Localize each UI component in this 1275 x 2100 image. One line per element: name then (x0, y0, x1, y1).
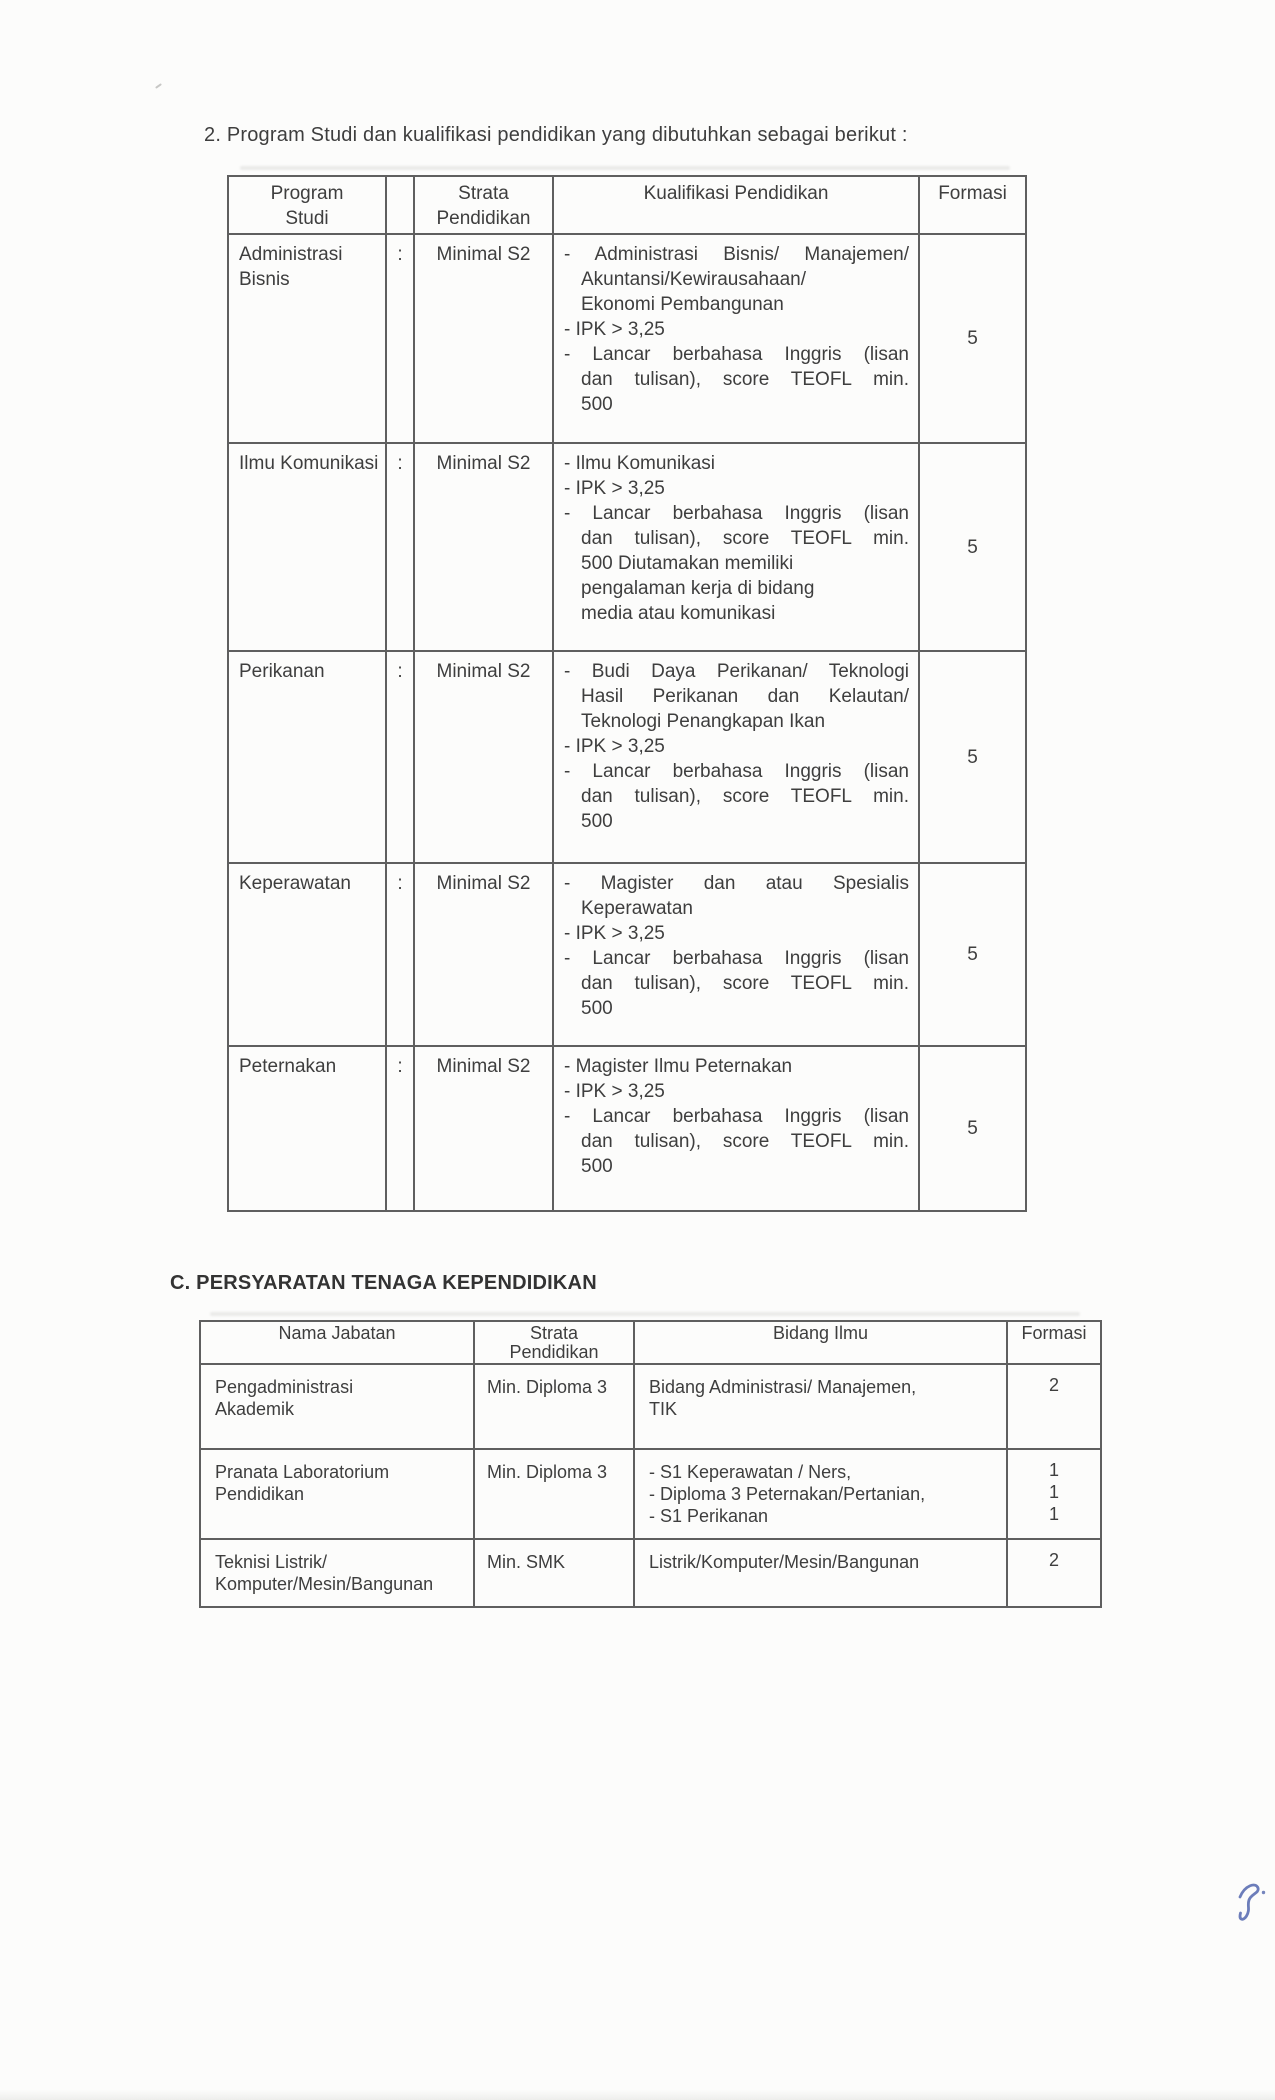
col-header-separator (386, 176, 414, 234)
program-studi-cell: Keperawatan (228, 863, 386, 1046)
kualifikasi-line: 500 Diutamakan memiliki (581, 553, 794, 574)
nama-jabatan-cell: Teknisi Listrik/ Komputer/Mesin/Bangunan (200, 1539, 474, 1607)
colon-separator-cell: : (386, 1046, 414, 1211)
kualifikasi-pendidikan-cell (553, 443, 919, 651)
kualifikasi-line: Ekonomi Pembangunan (581, 294, 784, 315)
kualifikasi-line: dan tulisan), score TEOFL min. (581, 1131, 909, 1152)
kualifikasi-line: - Lancar berbahasa Inggris (lisan (564, 761, 909, 782)
bidang-ilmu-line: Bidang Administrasi/ Manajemen, (649, 1377, 917, 1397)
bidang-ilmu-line: Listrik/Komputer/Mesin/Bangunan (649, 1552, 920, 1572)
formasi-cell: 5 (919, 651, 1026, 863)
tenaga-kependidikan-table (199, 1320, 1102, 1608)
colon-separator-cell: : (386, 234, 414, 443)
kualifikasi-line: - IPK > 3,25 (564, 736, 665, 757)
bidang-ilmu-line: TIK (649, 1399, 678, 1419)
kualifikasi-line: - IPK > 3,25 (564, 319, 665, 340)
strata-pendidikan-cell: Minimal S2 (414, 651, 553, 863)
formasi-cell: 5 (919, 863, 1026, 1046)
strata-pendidikan-cell: Min. SMK (474, 1539, 634, 1607)
kualifikasi-line: pengalaman kerja di bidang (581, 578, 815, 599)
kualifikasi-line: - Lancar berbahasa Inggris (lisan (564, 948, 909, 969)
formasi-value: 1 (1048, 1482, 1059, 1502)
kualifikasi-line: 500 (581, 811, 613, 832)
strata-pendidikan-cell: Minimal S2 (414, 443, 553, 651)
strata-pendidikan-cell: Min. Diploma 3 (474, 1449, 634, 1539)
kualifikasi-line: - IPK > 3,25 (564, 478, 665, 499)
table-row (228, 234, 1026, 443)
intro-line: 2. Program Studi dan kualifikasi pendidikan yang dibutuhkan sebagai berikut : (204, 124, 908, 146)
kualifikasi-line: dan tulisan), score TEOFL min. (581, 786, 909, 807)
bidang-ilmu-line: - S1 Keperawatan / Ners, (649, 1462, 852, 1482)
col-header-program-studi: Program Studi (228, 176, 386, 234)
formasi-value: 2 (1048, 1375, 1059, 1395)
colon-separator-cell: : (386, 863, 414, 1046)
kualifikasi-line: Hasil Perikanan dan Kelautan/ (581, 686, 909, 707)
table-row (228, 443, 1026, 651)
col-header-strata-pendidikan: Strata Pendidikan (414, 176, 553, 234)
nama-jabatan-cell: Pengadministrasi Akademik (200, 1364, 474, 1449)
col-header-bidang-ilmu: Bidang Ilmu (634, 1321, 1007, 1364)
colon-separator-cell: : (386, 651, 414, 863)
program-table-header-row (228, 176, 1026, 234)
scan-artifact (155, 83, 162, 89)
program-studi-cell: Perikanan (228, 651, 386, 863)
table-row (200, 1539, 1101, 1607)
table-row (228, 651, 1026, 863)
program-studi-table (227, 175, 1027, 1212)
scan-smudge (240, 166, 1010, 170)
staff-table-header-row (200, 1321, 1101, 1364)
formasi-cell (1007, 1539, 1101, 1607)
strata-pendidikan-cell: Minimal S2 (414, 234, 553, 443)
kualifikasi-line: - Magister dan atau Spesialis (564, 873, 909, 894)
kualifikasi-line: - Lancar berbahasa Inggris (lisan (564, 1106, 909, 1127)
col-header-strata-pendidikan: Strata Pendidikan (474, 1321, 634, 1364)
kualifikasi-line: - Ilmu Komunikasi (564, 453, 715, 474)
blue-paraf-initial-mark (1233, 1880, 1269, 1926)
col-header-formasi: Formasi (919, 176, 1026, 234)
kualifikasi-line: - Magister Ilmu Peternakan (564, 1056, 793, 1077)
kualifikasi-pendidikan-cell (553, 651, 919, 863)
formasi-cell: 5 (919, 234, 1026, 443)
nama-jabatan-cell: Pranata Laboratorium Pendidikan (200, 1449, 474, 1539)
kualifikasi-line: - Lancar berbahasa Inggris (lisan (564, 503, 909, 524)
col-header-kualifikasi-pendidikan: Kualifikasi Pendidikan (553, 176, 919, 234)
kualifikasi-line: Keperawatan (581, 898, 693, 919)
kualifikasi-line: - Lancar berbahasa Inggris (lisan (564, 344, 909, 365)
bidang-ilmu-cell (634, 1539, 1007, 1607)
kualifikasi-line: media atau komunikasi (581, 603, 776, 624)
formasi-cell (1007, 1364, 1101, 1449)
strata-pendidikan-cell: Minimal S2 (414, 1046, 553, 1211)
strata-pendidikan-cell: Minimal S2 (414, 863, 553, 1046)
program-studi-cell: Administrasi Bisnis (228, 234, 386, 443)
formasi-cell: 5 (919, 1046, 1026, 1211)
table-row (200, 1364, 1101, 1449)
formasi-value: 2 (1048, 1550, 1059, 1570)
scan-bottom-edge (0, 2090, 1275, 2100)
colon-separator-cell: : (386, 443, 414, 651)
formasi-cell: 5 (919, 443, 1026, 651)
formasi-cell (1007, 1449, 1101, 1539)
kualifikasi-line: dan tulisan), score TEOFL min. (581, 973, 909, 994)
col-header-nama-jabatan: Nama Jabatan (200, 1321, 474, 1364)
table-row (228, 863, 1026, 1046)
kualifikasi-pendidikan-cell (553, 863, 919, 1046)
kualifikasi-line: 500 (581, 394, 613, 415)
kualifikasi-line: - Budi Daya Perikanan/ Teknologi (564, 661, 909, 682)
program-studi-cell: Ilmu Komunikasi (228, 443, 386, 651)
kualifikasi-line: Teknologi Penangkapan Ikan (581, 711, 826, 732)
kualifikasi-line: - IPK > 3,25 (564, 1081, 665, 1102)
kualifikasi-line: dan tulisan), score TEOFL min. (581, 528, 909, 549)
kualifikasi-line: - IPK > 3,25 (564, 923, 665, 944)
program-studi-cell: Peternakan (228, 1046, 386, 1211)
bidang-ilmu-line: - Diploma 3 Peternakan/Pertanian, (649, 1484, 926, 1504)
strata-pendidikan-cell: Min. Diploma 3 (474, 1364, 634, 1449)
kualifikasi-pendidikan-cell (553, 234, 919, 443)
kualifikasi-line: 500 (581, 1156, 613, 1177)
kualifikasi-line: - Administrasi Bisnis/ Manajemen/ (564, 244, 909, 265)
table-row (228, 1046, 1026, 1211)
kualifikasi-line: dan tulisan), score TEOFL min. (581, 369, 909, 390)
col-header-formasi: Formasi (1007, 1321, 1101, 1364)
kualifikasi-pendidikan-cell (553, 1046, 919, 1211)
kualifikasi-line: 500 (581, 998, 613, 1019)
formasi-value: 1 (1048, 1460, 1059, 1480)
bidang-ilmu-cell (634, 1364, 1007, 1449)
bidang-ilmu-cell (634, 1449, 1007, 1539)
table-row (200, 1449, 1101, 1539)
kualifikasi-line: Akuntansi/Kewirausahaan/ (581, 269, 806, 290)
scan-smudge (210, 1312, 1080, 1316)
bidang-ilmu-line: - S1 Perikanan (649, 1506, 769, 1526)
section-c-heading: C. PERSYARATAN TENAGA KEPENDIDIKAN (170, 1272, 597, 1294)
formasi-value: 1 (1048, 1504, 1059, 1524)
